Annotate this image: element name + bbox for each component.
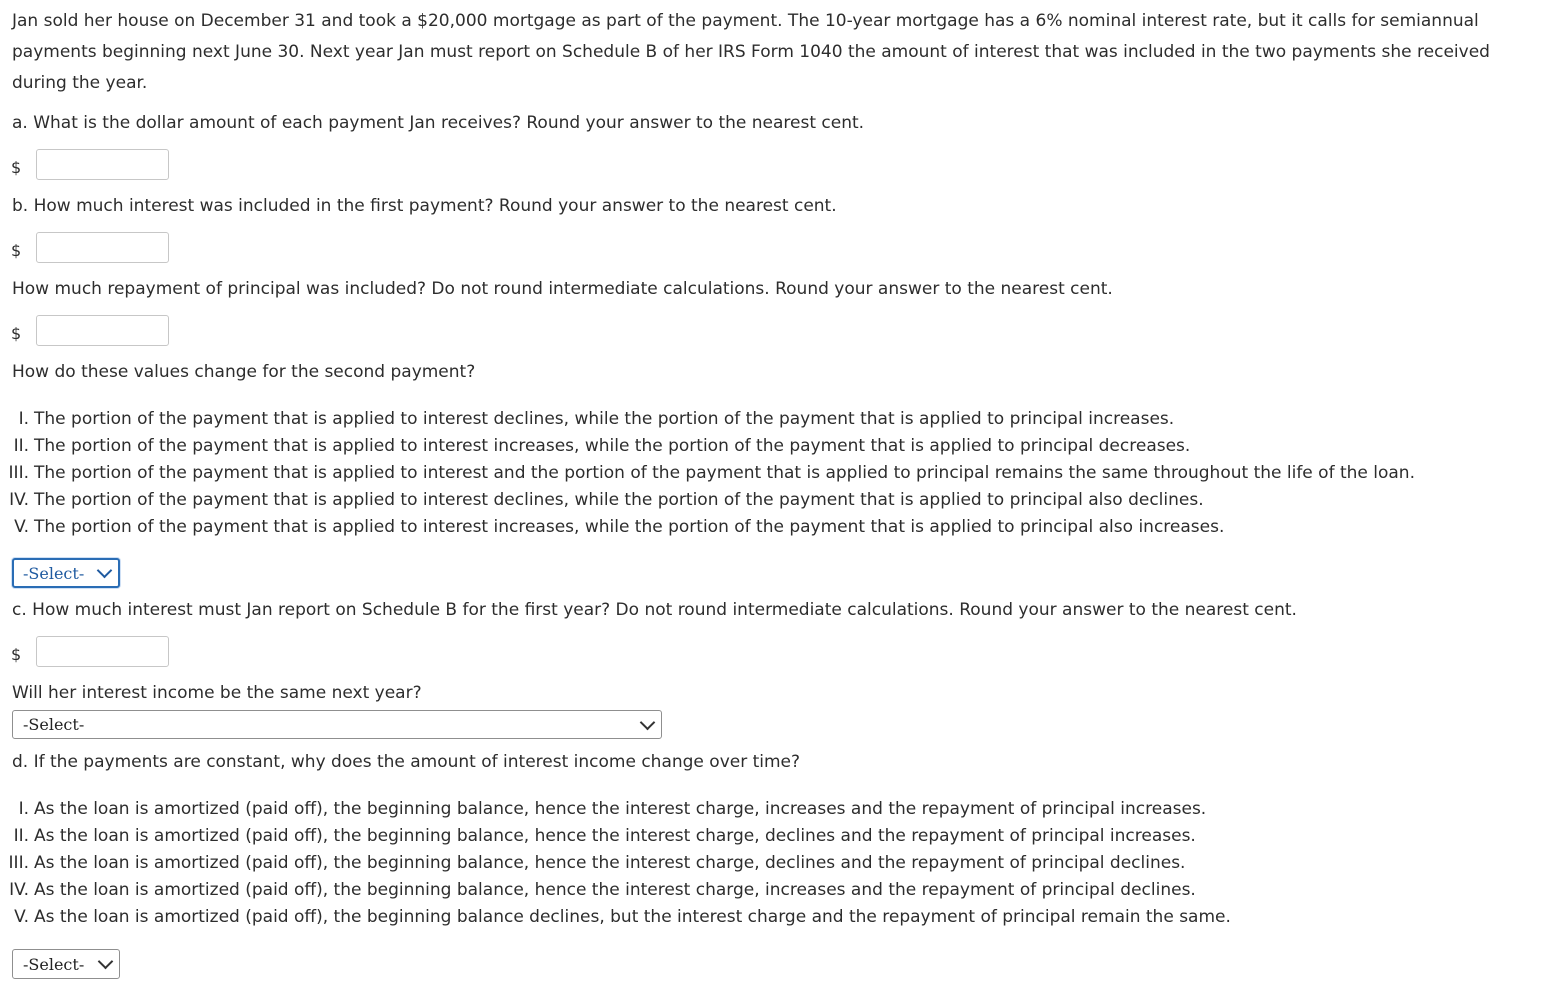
select-value: -Select-	[23, 563, 85, 583]
change-select-dropdown[interactable]	[12, 558, 120, 588]
currency-symbol-b: $	[11, 241, 22, 260]
option-number: I.	[18, 799, 29, 819]
option-text: The portion of the payment that is applied to interest declines, while the portion of the payment that is applied to principal increases.	[34, 409, 1175, 429]
first-interest-input[interactable]	[36, 232, 169, 263]
question-c: c. How much interest must Jan report on Schedule B for the first year? Do not round intermediate calculations. Round your answer to the nearest cent.	[12, 600, 1297, 620]
option-item	[0, 514, 1415, 541]
option-item	[0, 877, 1231, 904]
option-text: As the loan is amortized (paid off), the beginning balance declines, but the interest charge and the repayment of principal remain the same.	[34, 907, 1231, 927]
option-item	[0, 904, 1231, 931]
select-value: -Select-	[23, 954, 85, 974]
chevron-down-icon	[98, 954, 114, 970]
reason-select-dropdown[interactable]	[12, 949, 120, 979]
principal-repayment-input[interactable]	[36, 315, 169, 346]
option-number: III.	[8, 853, 29, 873]
option-item	[0, 823, 1231, 850]
option-text: As the loan is amortized (paid off), the beginning balance, hence the interest charge, increases and the repayment of principal increases.	[34, 799, 1207, 819]
chevron-down-icon	[640, 714, 656, 730]
option-number: V.	[14, 907, 29, 927]
option-number: I.	[18, 409, 29, 429]
question-c-same: Will her interest income be the same next year?	[12, 683, 422, 703]
currency-symbol-b-principal: $	[11, 324, 22, 343]
problem-statement: Jan sold her house on December 31 and took a $20,000 mortgage as part of the payment. The 10-year mortgage has a 6% nominal interest rate, but it calls for semiannual payments beginning next June 30. Next year Jan must report on Schedule B of her IRS Form 1040 the amount of interest that was included in the two payments she received during the year.	[12, 11, 1490, 93]
option-item	[0, 796, 1231, 823]
question-b-change: How do these values change for the second payment?	[12, 362, 476, 382]
option-number: IV.	[9, 490, 29, 510]
select-value: -Select-	[23, 715, 85, 734]
option-item	[0, 460, 1415, 487]
option-number: V.	[14, 517, 29, 537]
option-text: As the loan is amortized (paid off), the beginning balance, hence the interest charge, declines and the repayment of principal increases.	[34, 826, 1196, 846]
same-interest-select-dropdown[interactable]	[12, 710, 662, 739]
option-text: The portion of the payment that is applied to interest increases, while the portion of the payment that is applied to principal also increases.	[34, 517, 1225, 537]
chevron-down-icon	[97, 563, 113, 579]
option-text: As the loan is amortized (paid off), the beginning balance, hence the interest charge, declines and the repayment of principal declines.	[34, 853, 1186, 873]
question-d: d. If the payments are constant, why does the amount of interest income change over time?	[12, 752, 801, 772]
payment-amount-input[interactable]	[36, 149, 169, 180]
option-item	[0, 433, 1415, 460]
question-b-principal: How much repayment of principal was included? Do not round intermediate calculations. Round your answer to the nearest cent.	[12, 279, 1113, 299]
option-text: The portion of the payment that is applied to interest and the portion of the payment that is applied to principal remains the same throughout the life of the loan.	[34, 463, 1415, 483]
option-number: II.	[13, 436, 29, 456]
schedule-b-interest-input[interactable]	[36, 636, 169, 667]
options-list-d	[0, 796, 1231, 931]
currency-symbol-c: $	[11, 645, 22, 664]
question-b: b. How much interest was included in the first payment? Round your answer to the nearest cent.	[12, 196, 837, 216]
option-item	[0, 406, 1415, 433]
currency-symbol-a: $	[11, 158, 22, 177]
option-item	[0, 850, 1231, 877]
option-item	[0, 487, 1415, 514]
option-number: IV.	[9, 880, 29, 900]
option-number: III.	[8, 463, 29, 483]
question-a: a. What is the dollar amount of each payment Jan receives? Round your answer to the nearest cent.	[12, 113, 865, 133]
option-text: The portion of the payment that is applied to interest declines, while the portion of the payment that is applied to principal also declines.	[34, 490, 1204, 510]
option-text: The portion of the payment that is applied to interest increases, while the portion of the payment that is applied to principal decreases.	[34, 436, 1191, 456]
option-number: II.	[13, 826, 29, 846]
option-text: As the loan is amortized (paid off), the beginning balance, hence the interest charge, increases and the repayment of principal declines.	[34, 880, 1196, 900]
options-list-b	[0, 406, 1415, 541]
